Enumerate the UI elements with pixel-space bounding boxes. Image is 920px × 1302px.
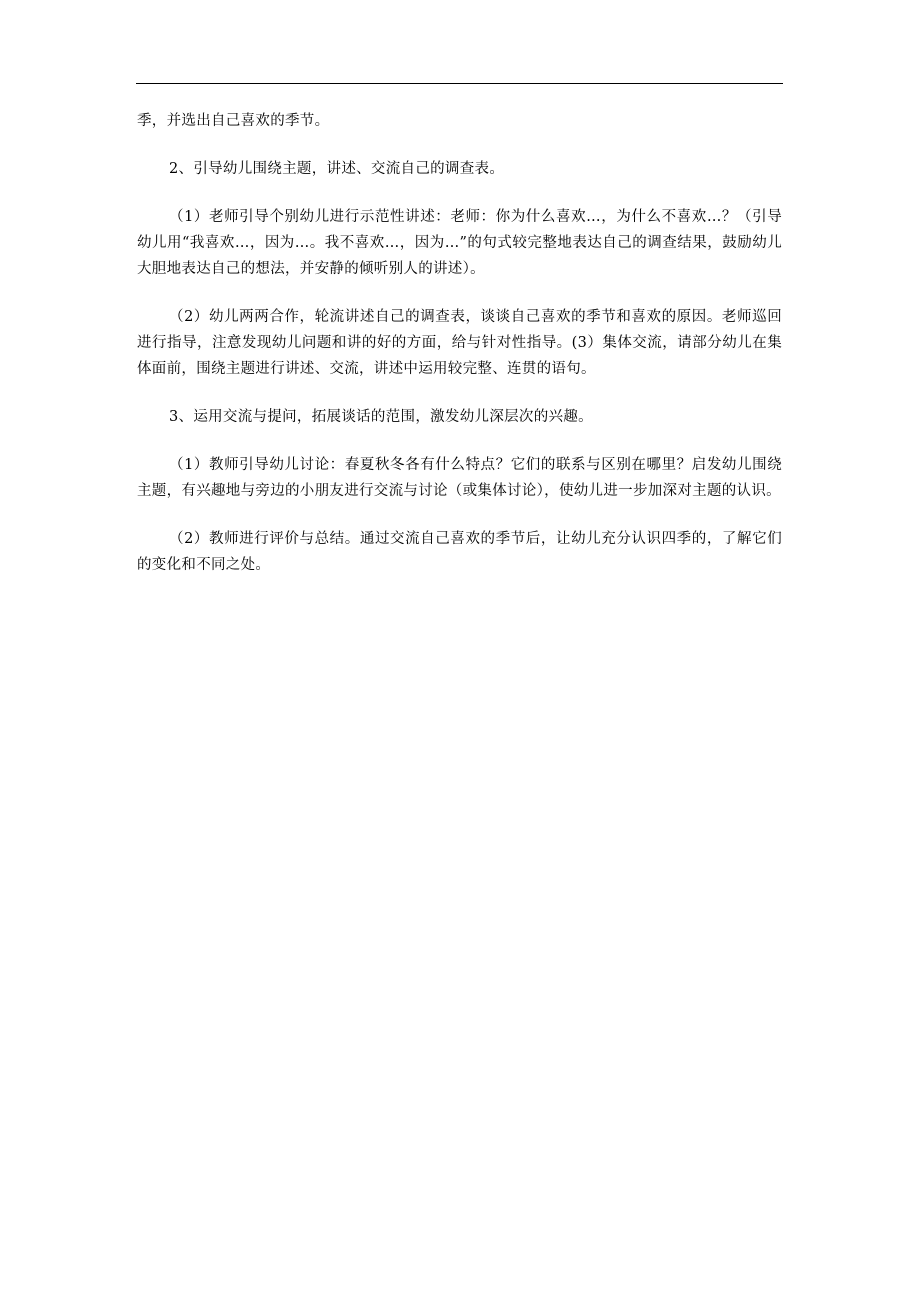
header-rule	[136, 83, 783, 84]
paragraph-step-3-1: （1）教师引导幼儿讨论：春夏秋冬各有什么特点？它们的联系与区别在哪里？启发幼儿围绕主题，有兴趣地与旁边的小朋友进行交流与讨论（或集体讨论），使幼儿进一步加深对主题的认识。	[137, 457, 782, 499]
paragraph-continuation: 季，并选出自己喜欢的季节。	[137, 113, 330, 129]
document-body	[137, 108, 782, 578]
paragraph-step-3: 3、运用交流与提问，拓展谈话的范围，激发幼儿深层次的兴趣。	[169, 409, 593, 425]
paragraph-step-3-2: （2）教师进行评价与总结。通过交流自己喜欢的季节后，让幼儿充分认识四季的，了解它们的变化和不同之处。	[137, 531, 782, 573]
paragraph-step-2: 2、引导幼儿围绕主题，讲述、交流自己的调查表。	[169, 161, 505, 177]
paragraph-step-2-1: （1）老师引导个别幼儿进行示范性讲述：老师：你为什么喜欢…，为什么不喜欢…？（引导幼儿用“我喜欢…，因为…。我不喜欢…，因为…”的句式较完整地表达自己的调查结果，鼓励幼儿大胆地表达自己的想法，并安静的倾听别人的讲述）。	[137, 209, 782, 277]
paragraph-step-2-2: （2）幼儿两两合作，轮流讲述自己的调查表，谈谈自己喜欢的季节和喜欢的原因。老师巡回进行指导，注意发现幼儿问题和讲的好的方面，给与针对性指导。(3）集体交流，请部分幼儿在集体面前，围绕主题进行讲述、交流，讲述中运用较完整、连贯的语句。	[137, 309, 782, 377]
